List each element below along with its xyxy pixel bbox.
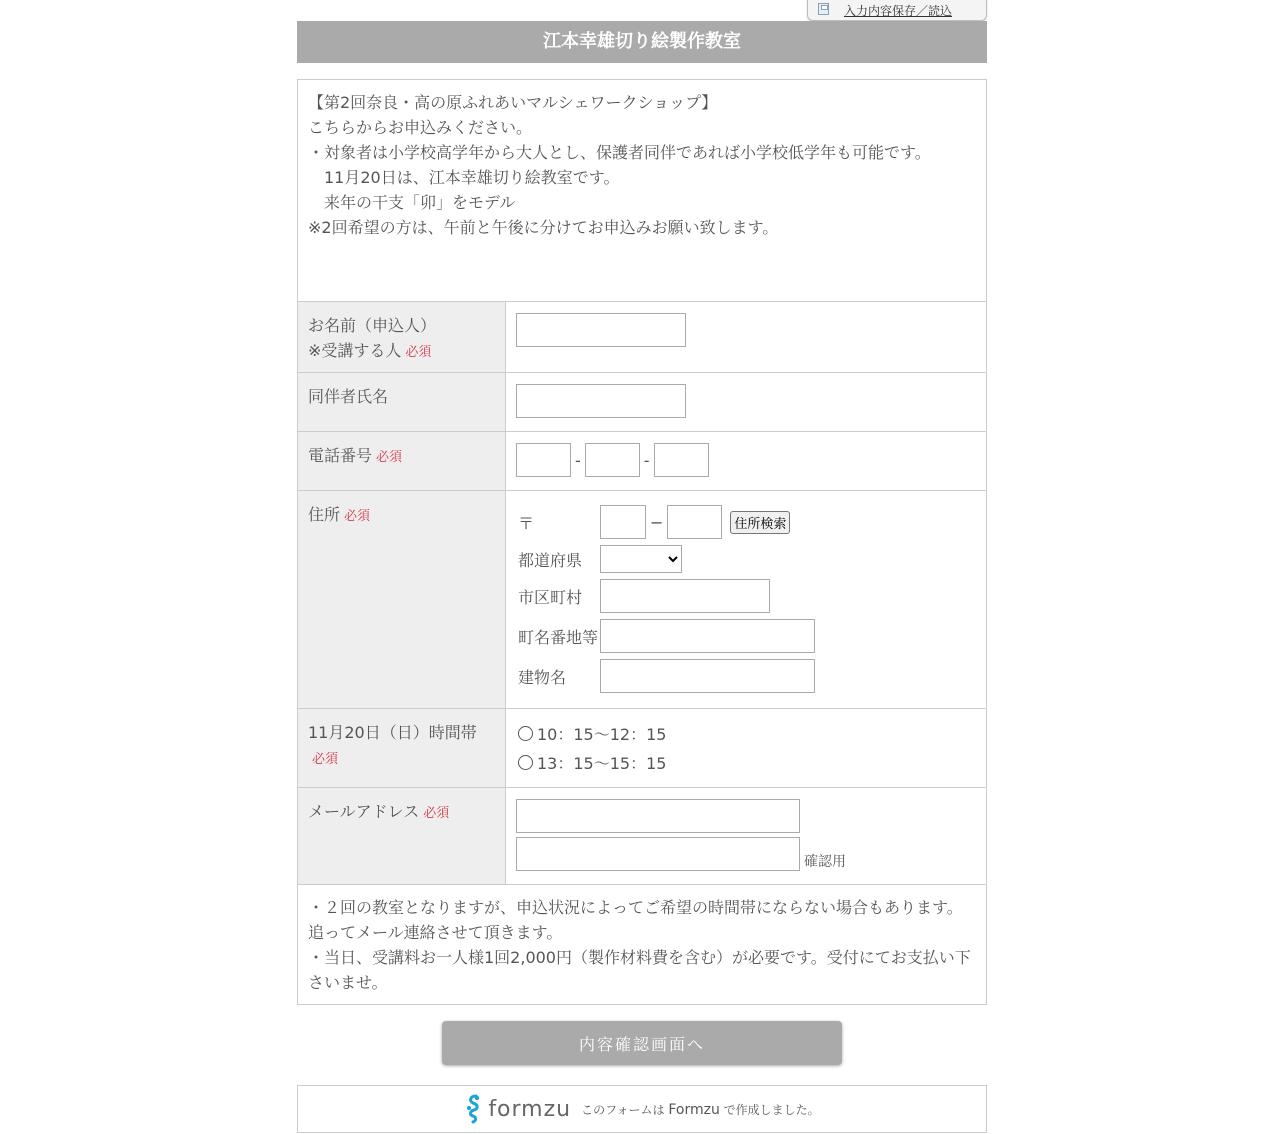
name-label: お名前（申込人） [308,316,437,335]
street-input[interactable] [600,619,815,653]
timeslot-option-label: 13：15～15：15 [537,754,667,773]
timeslot-option-label: 10：15～12：15 [537,725,667,744]
form-body [297,79,987,1005]
email-field-cell [506,788,986,884]
radio-button[interactable] [518,726,533,741]
name-label-cell [298,302,506,372]
timeslot-label: 11月20日（日）時間帯 [308,723,477,742]
city-line [516,579,976,613]
companion-name-input[interactable] [516,384,686,418]
phone-separator: - [575,450,581,470]
intro-line: ※2回希望の方は、午前と午後に分けてお申込みお願い致します。 [308,218,779,237]
row-timeslot [298,708,986,787]
row-companion [298,372,986,431]
email-confirm-input[interactable] [516,837,800,871]
formzu-logo-icon [464,1094,482,1124]
email-label: メールアドレス [308,802,420,821]
row-phone [298,431,986,490]
form-title: 江本幸雄切り絵製作教室 [297,21,987,63]
building-input[interactable] [600,659,815,693]
city-input[interactable] [600,579,770,613]
save-load-link[interactable]: 入力内容保存／読込 [844,4,953,18]
credit-text: で作成しました。 [723,1102,820,1117]
save-load-tab[interactable] [807,0,987,21]
email-label-cell [298,788,506,884]
name-label-sub: ※受講する人 [308,341,402,360]
required-badge: 必須 [405,345,432,360]
footer [297,1085,987,1133]
phone-input-1[interactable] [516,443,571,477]
building-label: 建物名 [518,667,567,687]
credit-text: このフォームは [581,1102,665,1117]
phone-label: 電話番号 [308,446,373,465]
note-line: ・当日、受講料お一人様1回2,000円（製作材料費を含む）が必要です。受付にてお支払い下さいませ。 [308,948,971,992]
email-confirm-label: 確認用 [804,854,846,870]
companion-field-cell [506,373,986,431]
row-name [298,301,986,372]
floppy-icon [818,3,829,15]
street-label: 町名番地等 [518,627,599,647]
phone-label-cell [298,432,506,490]
required-badge: 必須 [344,509,371,524]
intro-line: 11月20日は、江本幸雄切り絵教室です。 [308,168,620,187]
intro-line: 来年の干支「卯」をモデル [308,193,516,212]
phone-input-3[interactable] [654,443,709,477]
required-badge: 必須 [423,806,450,821]
zip-separator: − [650,512,664,532]
form-notes [298,884,986,1004]
address-search-button[interactable]: 住所検索 [730,511,790,534]
row-email [298,787,986,884]
required-badge: 必須 [312,752,339,767]
required-badge: 必須 [376,450,403,465]
intro-line: ・対象者は小学校高学年から大人とし、保護者同伴であれば小学校低学年も可能です。 [308,143,931,162]
formzu-brand: formzu [488,1096,572,1122]
zip-line [516,505,976,539]
prefecture-line [516,545,976,573]
address-label-cell [298,491,506,708]
street-line [516,619,976,653]
timeslot-field-cell [506,709,986,787]
zip-input-2[interactable] [667,505,722,539]
row-address [298,490,986,708]
timeslot-option-1[interactable] [516,719,976,748]
address-field-cell [506,491,986,708]
form-container [297,21,987,1133]
phone-separator: - [643,450,650,470]
intro-line: 【第2回奈良・高の原ふれあいマルシェワークショップ】 [308,93,718,112]
confirm-button[interactable]: 内容確認画面へ [442,1021,842,1065]
intro-line: こちらからお申込みください。 [308,118,533,137]
city-label: 市区町村 [518,587,583,607]
footer-credit [581,1101,820,1118]
note-line: ・２回の教室となりますが、申込状況によってご希望の時間帯にならない場合もあります。追ってメール連絡させて頂きます。 [308,898,963,942]
name-field-cell [506,302,986,372]
credit-brand-link[interactable]: Formzu [668,1101,720,1118]
radio-button[interactable] [518,755,533,770]
email-input[interactable] [516,799,800,833]
phone-input-2[interactable] [585,443,640,477]
timeslot-option-2[interactable] [516,748,976,777]
companion-label-cell [298,373,506,431]
form-intro [298,80,986,301]
building-line [516,659,976,693]
address-label: 住所 [308,505,341,524]
zip-mark: 〒 [518,513,535,533]
companion-label: 同伴者氏名 [308,387,389,406]
formzu-logo[interactable] [464,1094,571,1124]
prefecture-label: 都道府県 [518,550,583,570]
zip-input-1[interactable] [600,505,646,539]
prefecture-select[interactable] [600,545,682,573]
phone-field-cell [506,432,986,490]
timeslot-label-cell [298,709,506,787]
name-input[interactable] [516,313,686,347]
